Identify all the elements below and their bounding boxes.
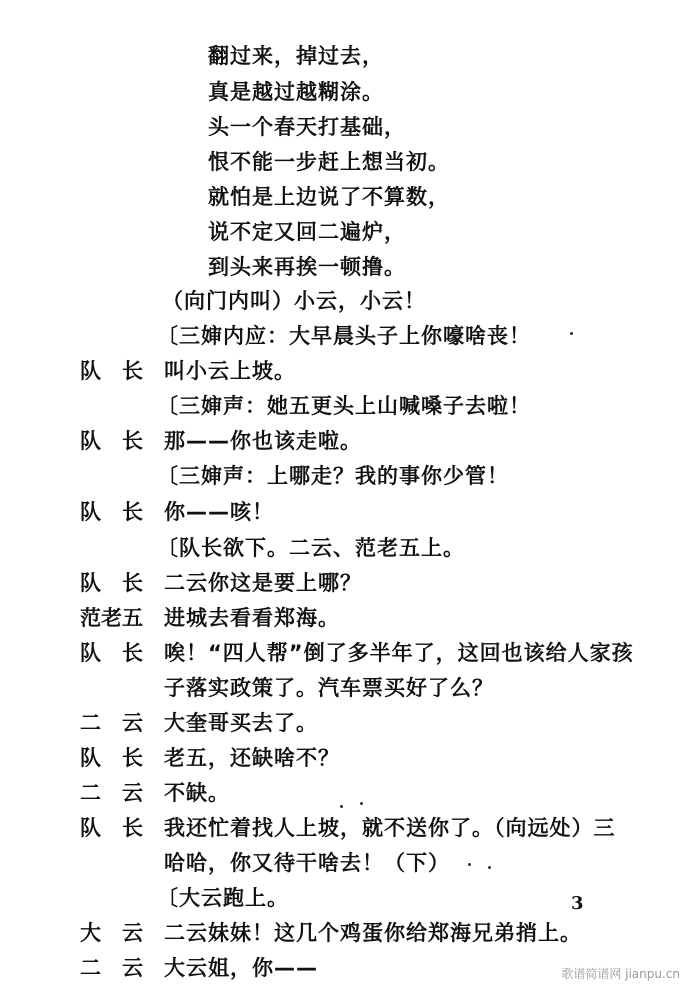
stage-direction: （向门内叫）小云，小云！ — [162, 289, 426, 313]
speaker-label: 队 长 — [80, 571, 143, 595]
verse-line: 到头来再挨一顿撸。 — [208, 255, 406, 279]
speaker-label: 大 云 — [80, 921, 143, 945]
speaker-label: 队 长 — [80, 359, 143, 383]
scan-speck — [340, 805, 343, 808]
dialogue-line: 老五，还缺啥不？ — [164, 746, 340, 770]
verse-line: 就怕是上边说了不算数， — [208, 185, 450, 209]
dialogue-line: 二云你这是要上哪？ — [164, 571, 362, 595]
dialogue-line: 大云姐，你—— — [164, 956, 318, 980]
dialogue-continuation: 子落实政策了。汽车票买好了么？ — [164, 676, 494, 700]
scan-speck — [360, 802, 363, 805]
stage-direction: 〔大云跑上。 — [157, 886, 289, 910]
stage-direction: 〔三婶声：她五更头上山喊嗓子去啦！ — [157, 394, 531, 418]
speaker-label: 范老五 — [80, 606, 143, 630]
dialogue-continuation: 哈哈，你又待干啥去！（下） — [164, 851, 450, 875]
verse-line: 真是越过越糊涂。 — [208, 80, 384, 104]
speaker-label: 二 云 — [80, 711, 143, 735]
dialogue-line: 叫小云上坡。 — [164, 359, 296, 383]
verse-line: 头一个春天打基础， — [208, 115, 406, 139]
verse-line: 翻过来，掉过去， — [208, 44, 384, 68]
speaker-label: 队 长 — [80, 816, 143, 840]
speaker-label: 队 长 — [80, 746, 143, 770]
dialogue-line: 唉！“四人帮”倒了多半年了，这回也该给人家孩 — [164, 641, 634, 665]
dialogue-line: 那——你也该走啦。 — [164, 429, 362, 453]
dialogue-line: 二云妹妹！这几个鸡蛋你给郑海兄弟捎上。 — [164, 921, 582, 945]
stage-direction: 〔三婶声：上哪走？我的事你少管！ — [157, 464, 509, 488]
speaker-label: 队 长 — [80, 500, 143, 524]
dialogue-line: 我还忙着找人上坡，就不送你了。（向远处）三 — [164, 816, 616, 840]
speaker-label: 队 长 — [80, 641, 143, 665]
speaker-label: 二 云 — [80, 781, 143, 805]
verse-line: 恨不能一步赶上想当初。 — [208, 150, 450, 174]
dialogue-line: 不缺。 — [164, 781, 230, 805]
scan-speck — [468, 863, 471, 866]
page-number: 3 — [571, 893, 584, 914]
scan-speck — [488, 866, 491, 869]
speaker-label: 二 云 — [80, 956, 143, 980]
watermark: 歌谱简谱网 jianpu.cn — [561, 967, 680, 981]
scan-speck — [570, 332, 573, 335]
stage-direction: 〔三婶内应：大早晨头子上你嚎啥丧！ — [157, 324, 531, 348]
dialogue-line: 你——咳！ — [164, 500, 274, 524]
stage-direction: 〔队长欲下。二云、范老五上。 — [157, 536, 465, 560]
verse-line: 说不定又回二遍炉， — [208, 220, 406, 244]
dialogue-line: 进城去看看郑海。 — [164, 606, 340, 630]
speaker-label: 队 长 — [80, 429, 143, 453]
dialogue-line: 大奎哥买去了。 — [164, 711, 318, 735]
